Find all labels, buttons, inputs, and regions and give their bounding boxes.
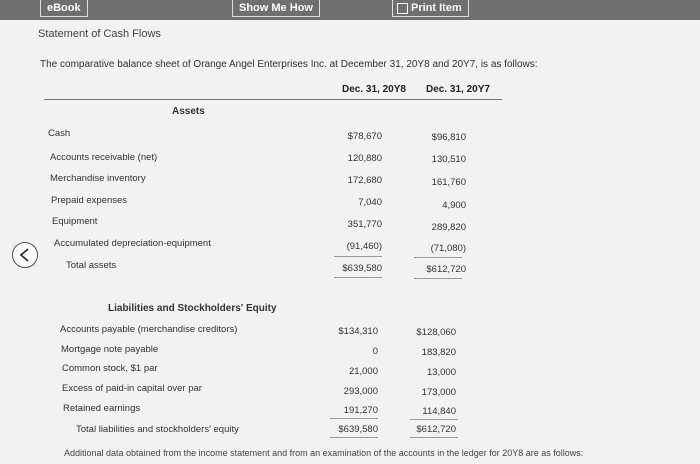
liability-label: Excess of paid-in capital over par: [62, 383, 202, 394]
asset-value-20y7: $96,810: [431, 132, 466, 143]
subtotal-rule: [330, 418, 378, 419]
liability-value-20y7: 183,820: [421, 347, 456, 358]
asset-value-20y8: 7,040: [358, 197, 382, 208]
chevron-left-icon: [18, 248, 32, 262]
liability-value-20y7: $128,060: [416, 327, 456, 338]
asset-value-20y8: $78,670: [347, 131, 382, 142]
asset-value-20y7: 289,820: [431, 222, 466, 233]
total-assets-20y8: $639,580: [342, 263, 382, 274]
liability-value-20y8: 0: [372, 346, 378, 357]
total-liabilities-20y7: $612,720: [416, 424, 456, 435]
total-assets-label: Total assets: [66, 260, 117, 271]
top-toolbar: [0, 0, 700, 20]
liability-label: Retained earnings: [63, 403, 141, 414]
liability-label: Mortgage note payable: [61, 344, 159, 355]
total-rule: [410, 437, 458, 438]
subtotal-rule: [414, 257, 462, 258]
asset-value-20y8: 351,770: [347, 219, 382, 230]
subtotal-rule: [334, 256, 382, 257]
print-item-button[interactable]: [392, 0, 469, 17]
liability-value-20y8: 21,000: [348, 366, 378, 377]
header-rule: [44, 99, 502, 100]
asset-value-20y7: 130,510: [431, 154, 466, 165]
asset-value-20y7: (71,080): [430, 243, 466, 254]
asset-label: Equipment: [52, 216, 98, 227]
liability-value-20y8: $134,310: [338, 326, 378, 337]
total-rule: [330, 437, 378, 438]
subtotal-rule: [410, 419, 458, 420]
asset-label: Accumulated depreciation-equipment: [54, 238, 211, 249]
print-icon: [397, 3, 408, 14]
asset-value-20y7: 161,760: [431, 177, 466, 188]
asset-label: Accounts receivable (net): [50, 152, 158, 163]
column-header-20y8: Dec. 31, 20Y8: [342, 84, 406, 95]
liabilities-header: Liabilities and Stockholders' Equity: [108, 303, 277, 314]
asset-label: Cash: [48, 128, 71, 139]
asset-label: Merchandise inventory: [50, 173, 146, 184]
liability-value-20y7: 114,840: [422, 406, 456, 417]
total-rule: [414, 278, 462, 279]
total-assets-20y7: $612,720: [426, 264, 466, 275]
liability-label: Common stock, $1 par: [62, 363, 158, 374]
column-header-20y7: Dec. 31, 20Y7: [426, 84, 490, 95]
liability-value-20y8: 293,000: [343, 386, 378, 397]
show-me-how-button[interactable]: Show Me How: [232, 0, 320, 17]
total-rule: [334, 277, 382, 278]
additional-data-text: Additional data obtained from the income statement and from an examination of the accounts in the ledger for 20Y8 are as follows:: [64, 448, 584, 458]
assets-header: Assets: [172, 106, 205, 117]
intro-text: The comparative balance sheet of Orange Angel Enterprises Inc. at December 31, 20Y8 and 20Y7, is as follows:: [40, 59, 538, 70]
asset-value-20y8: (91,460): [346, 241, 382, 252]
liability-value-20y7: 13,000: [426, 367, 456, 378]
ebook-button[interactable]: eBook: [40, 0, 88, 17]
asset-value-20y8: 172,680: [347, 175, 382, 186]
asset-value-20y7: 4,900: [442, 200, 466, 211]
total-liabilities-label: Total liabilities and stockholders' equity: [76, 424, 239, 435]
liability-label: Accounts payable (merchandise creditors): [60, 324, 238, 335]
asset-label: Prepaid expenses: [51, 195, 128, 206]
problem-content: [0, 20, 700, 464]
liability-value-20y7: 173,000: [421, 387, 456, 398]
total-liabilities-20y8: $639,580: [338, 424, 378, 435]
liability-value-20y8: 191,270: [343, 405, 378, 416]
previous-button[interactable]: [12, 242, 38, 268]
print-item-label: Print Item: [411, 2, 462, 14]
page-title: Statement of Cash Flows: [38, 28, 161, 40]
asset-value-20y8: 120,880: [347, 153, 382, 164]
